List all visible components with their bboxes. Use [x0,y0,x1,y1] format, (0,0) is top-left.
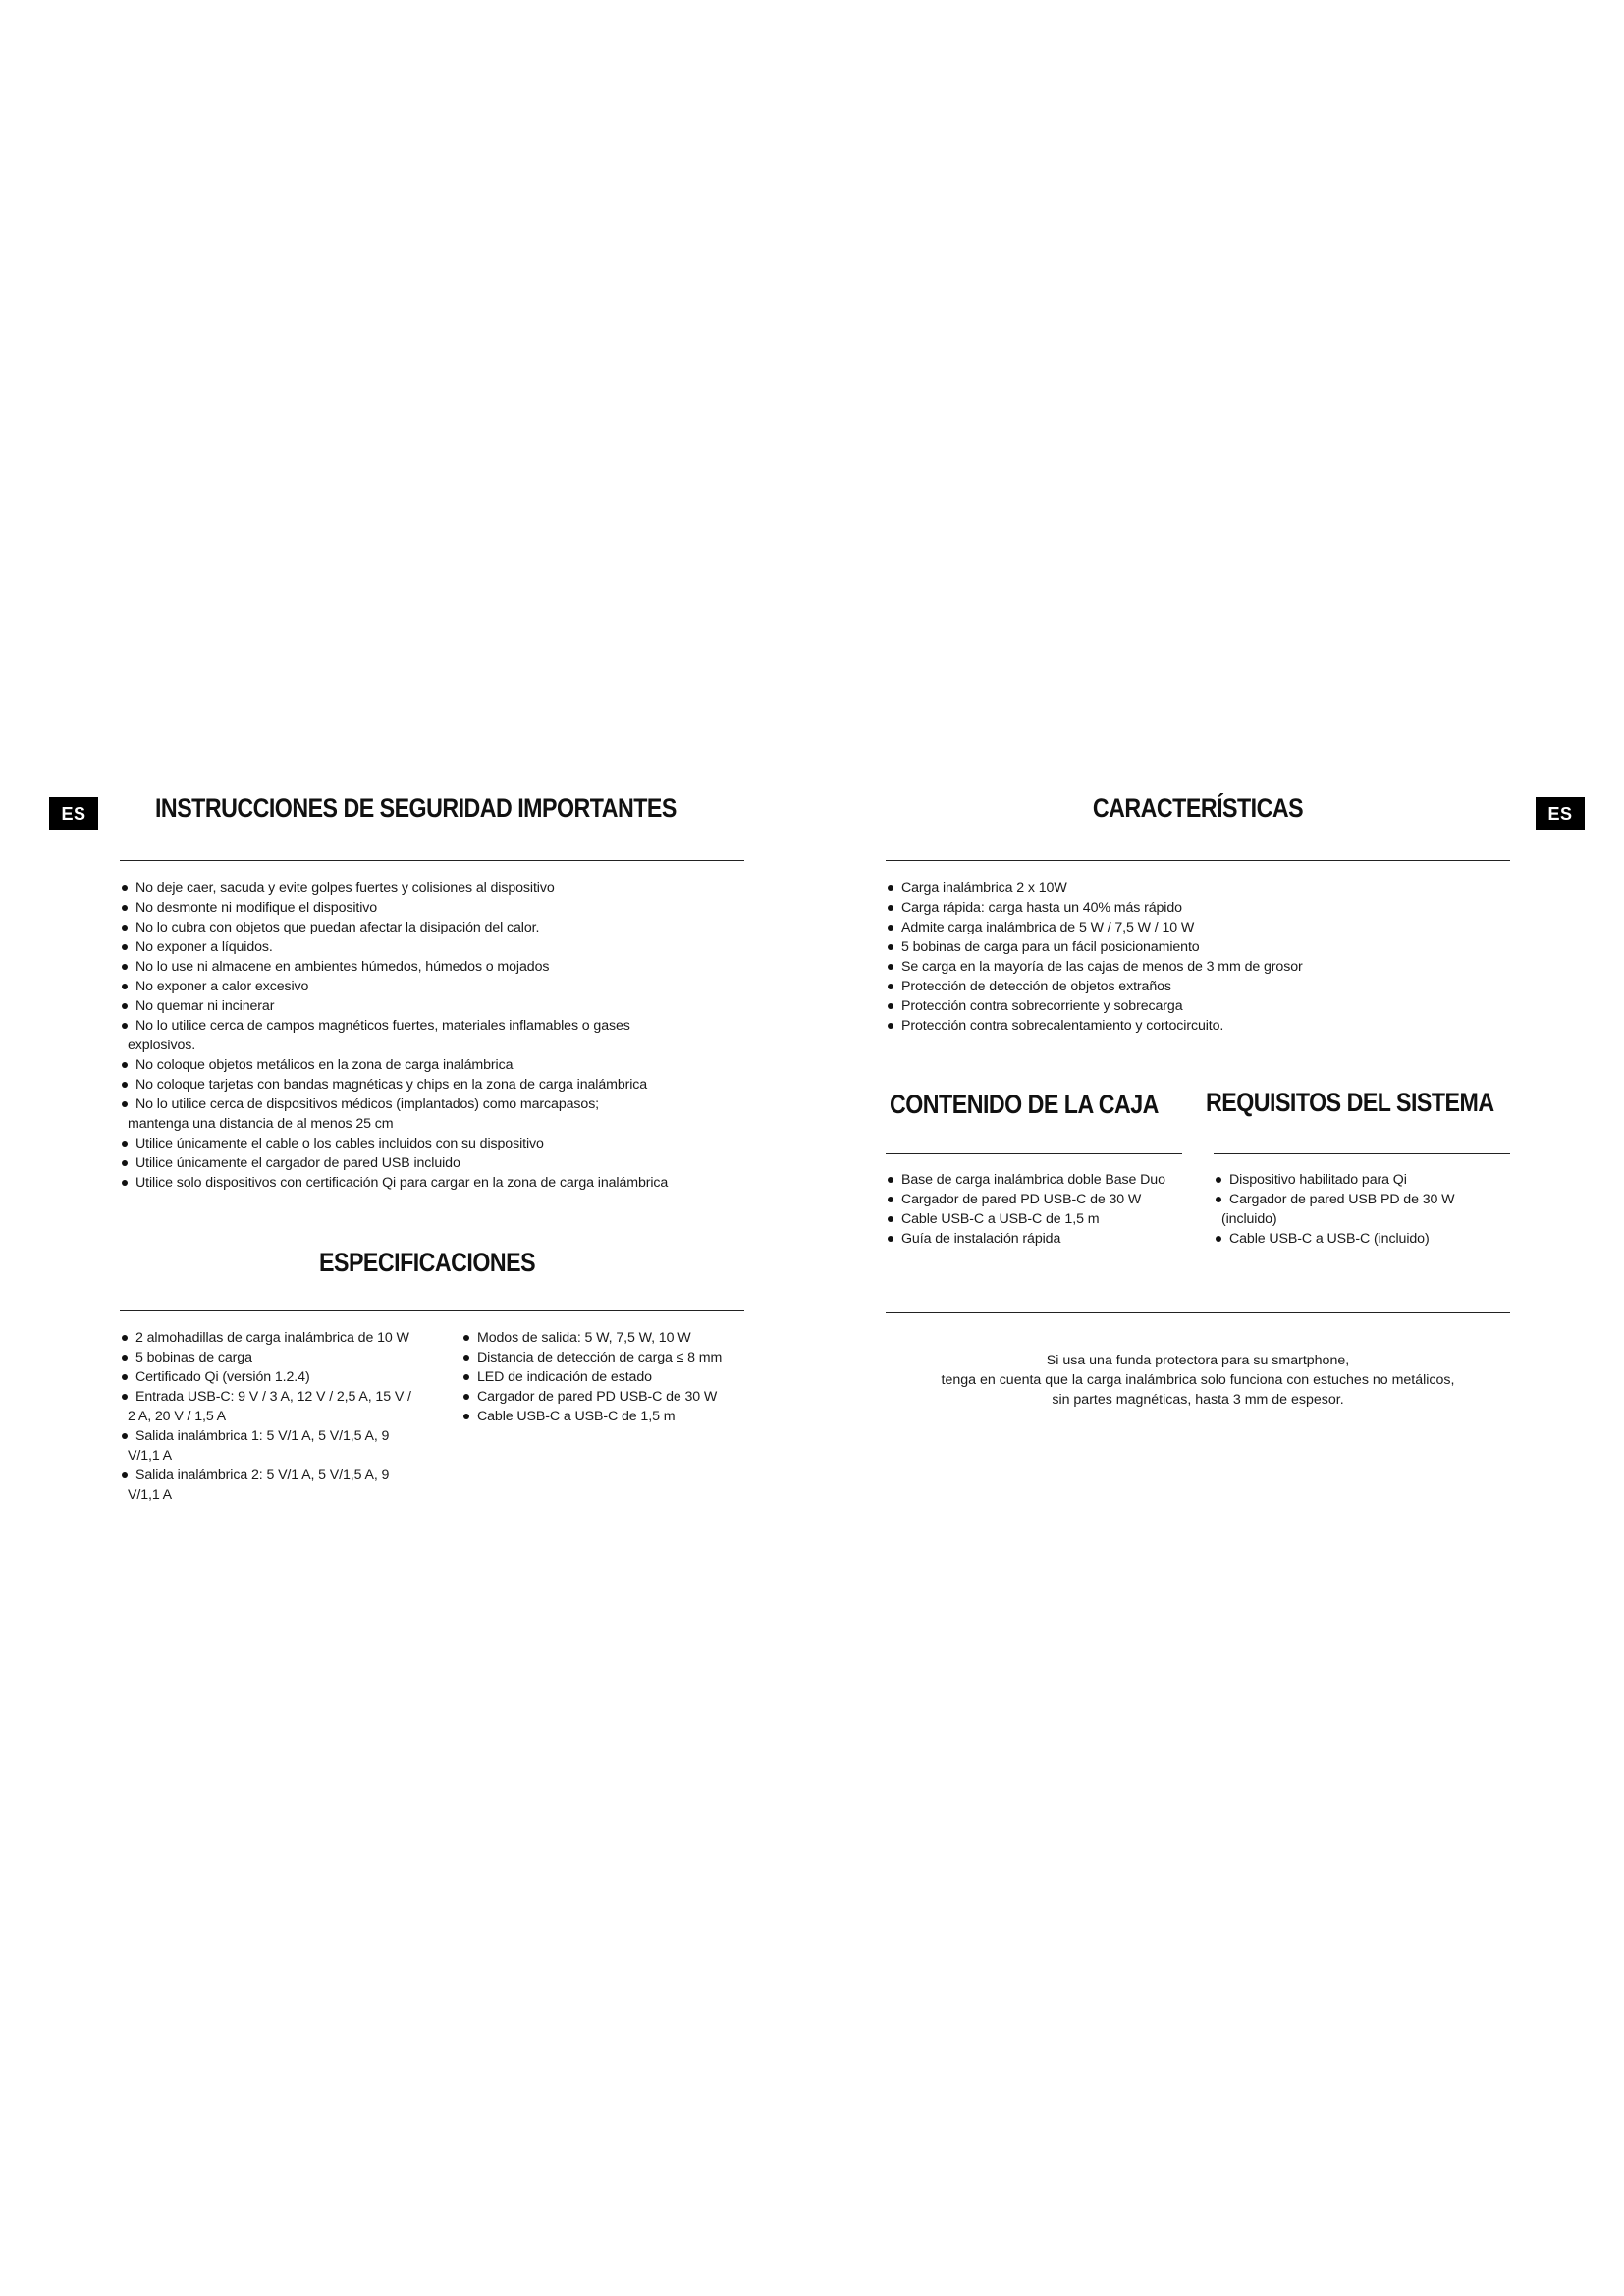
list-item-text: No quemar ni incinerar [135,998,275,1014]
list-item-text: Protección contra sobrecorriente y sobrecarga [901,998,1183,1014]
list-item-text: No exponer a calor excesivo [135,979,309,994]
list-item-text: No lo utilice cerca de dispositivos médicos (implantados) como marcapasos; [135,1096,600,1112]
list-item-text: Carga inalámbrica 2 x 10W [901,881,1067,896]
safety-title: INSTRUCCIONES DE SEGURIDAD IMPORTANTES [155,793,677,823]
list-item-text: 5 bobinas de carga [135,1350,252,1365]
note-line-2: tenga en cuenta que la carga inalámbrica solo funciona con estuches no metálicos, [941,1372,1455,1388]
list-item-text: Admite carga inalámbrica de 5 W / 7,5 W / 10 W [901,920,1195,935]
list-item [120,1387,444,1426]
list-item [1214,1229,1518,1249]
list-item [886,957,1510,977]
list-item-text: Certificado Qi (versión 1.2.4) [135,1369,310,1385]
list-item-text: Se carga en la mayoría de las cajas de menos de 3 mm de grosor [901,959,1303,975]
box-contents-divider [886,1153,1182,1154]
specs-list-col1 [120,1328,444,1505]
list-item [120,1173,748,1193]
list-item [461,1387,756,1407]
list-item [886,1209,1190,1229]
list-item [120,1426,444,1466]
list-item [886,1016,1510,1036]
list-item [886,996,1510,1016]
list-item [886,977,1510,996]
requirements-list [1214,1170,1518,1249]
list-item [120,957,748,977]
list-item-text: Utilice solo dispositivos con certificación Qi para cargar en la zona de carga inalámbrica [135,1175,669,1191]
list-item [461,1407,756,1426]
list-item-text: LED de indicación de estado [477,1369,652,1385]
features-divider [886,860,1510,861]
list-item [886,879,1510,898]
list-item-text: Utilice únicamente el cable o los cables incluidos con su dispositivo [135,1136,544,1151]
list-item-text: Utilice únicamente el cargador de pared USB incluido [135,1155,460,1171]
list-item-continuation: V/1,1 A [128,1487,173,1503]
list-item [120,1075,748,1095]
list-item [886,1229,1190,1249]
list-item [120,1367,444,1387]
list-item [886,898,1510,918]
list-item [461,1348,756,1367]
list-item-text: Salida inalámbrica 2: 5 V/1 A, 5 V/1,5 A, 9 [135,1468,390,1483]
list-item-text: Distancia de detección de carga ≤ 8 mm [477,1350,723,1365]
list-item [461,1328,756,1348]
requirements-divider [1214,1153,1510,1154]
list-item-text: Carga rápida: carga hasta un 40% más rápido [901,900,1182,916]
list-item-continuation: V/1,1 A [128,1448,173,1464]
list-item-continuation: explosivos. [128,1038,196,1053]
list-item [1214,1190,1518,1229]
features-list [886,879,1510,1036]
list-item-continuation: (incluido) [1221,1211,1277,1227]
list-item-text: Base de carga inalámbrica doble Base Duo [901,1172,1165,1188]
list-item [886,1190,1190,1209]
list-item [120,977,748,996]
list-item-continuation: mantenga una distancia de al menos 25 cm [128,1116,394,1132]
list-item-text: Entrada USB-C: 9 V / 3 A, 12 V / 2,5 A, 15 V / [135,1389,411,1405]
list-item-text: Protección de detección de objetos extraños [901,979,1171,994]
features-title: CARACTERÍSTICAS [1092,793,1304,823]
list-item-text: No deje caer, sacuda y evite golpes fuertes y colisiones al dispositivo [135,881,555,896]
list-item [120,1016,748,1055]
list-item-text: Cable USB-C a USB-C (incluido) [1229,1231,1430,1247]
list-item-text: Cable USB-C a USB-C de 1,5 m [477,1409,676,1424]
list-item [120,1153,748,1173]
list-item [120,1328,444,1348]
list-item-text: No coloque tarjetas con bandas magnéticas y chips en la zona de carga inalámbrica [135,1077,648,1093]
list-item [1214,1170,1518,1190]
specs-divider [120,1310,744,1311]
list-item-text: Cable USB-C a USB-C de 1,5 m [901,1211,1100,1227]
note-line-3: sin partes magnéticas, hasta 3 mm de espesor. [1052,1392,1344,1408]
list-item [120,1466,444,1505]
safety-list [120,879,748,1193]
list-item [120,898,748,918]
list-item-text: No lo utilice cerca de campos magnéticos fuertes, materiales inflamables o gases [135,1018,630,1034]
box-contents-list [886,1170,1190,1249]
list-item-text: No lo cubra con objetos que puedan afectar la disipación del calor. [135,920,540,935]
list-item-text: Cargador de pared USB PD de 30 W [1229,1192,1455,1207]
list-item-text: Salida inalámbrica 1: 5 V/1 A, 5 V/1,5 A, 9 [135,1428,390,1444]
language-badge-left: ES [49,797,98,830]
list-item [120,918,748,937]
list-item-text: Protección contra sobrecalentamiento y cortocircuito. [901,1018,1224,1034]
list-item-text: No desmonte ni modifique el dispositivo [135,900,378,916]
list-item-text: Cargador de pared PD USB-C de 30 W [477,1389,718,1405]
list-item [886,918,1510,937]
specs-title: ESPECIFICACIONES [319,1248,536,1277]
specs-list-col2 [461,1328,756,1426]
list-item-text: Cargador de pared PD USB-C de 30 W [901,1192,1142,1207]
language-badge-right: ES [1536,797,1585,830]
list-item [120,1095,748,1134]
note-line-1: Si usa una funda protectora para su smartphone, [1046,1353,1350,1368]
list-item [120,1134,748,1153]
list-item-text: Guía de instalación rápida [901,1231,1061,1247]
list-item-text: 2 almohadillas de carga inalámbrica de 10 W [135,1330,409,1346]
safety-divider [120,860,744,861]
protective-case-note [886,1351,1510,1410]
list-item-text: No exponer a líquidos. [135,939,273,955]
list-item-text: Modos de salida: 5 W, 7,5 W, 10 W [477,1330,691,1346]
list-item [886,1170,1190,1190]
requirements-title: REQUISITOS DEL SISTEMA [1206,1088,1494,1117]
list-item [120,937,748,957]
list-item-continuation: 2 A, 20 V / 1,5 A [128,1409,227,1424]
list-item-text: Dispositivo habilitado para Qi [1229,1172,1407,1188]
list-item-text: No lo use ni almacene en ambientes húmedos, húmedos o mojados [135,959,550,975]
list-item-text: 5 bobinas de carga para un fácil posicionamiento [901,939,1200,955]
list-item [120,1348,444,1367]
list-item [120,996,748,1016]
list-item [120,879,748,898]
box-contents-title: CONTENIDO DE LA CAJA [890,1090,1159,1119]
list-item [461,1367,756,1387]
list-item [120,1055,748,1075]
note-divider [886,1312,1510,1313]
list-item [886,937,1510,957]
list-item-text: No coloque objetos metálicos en la zona de carga inalámbrica [135,1057,514,1073]
